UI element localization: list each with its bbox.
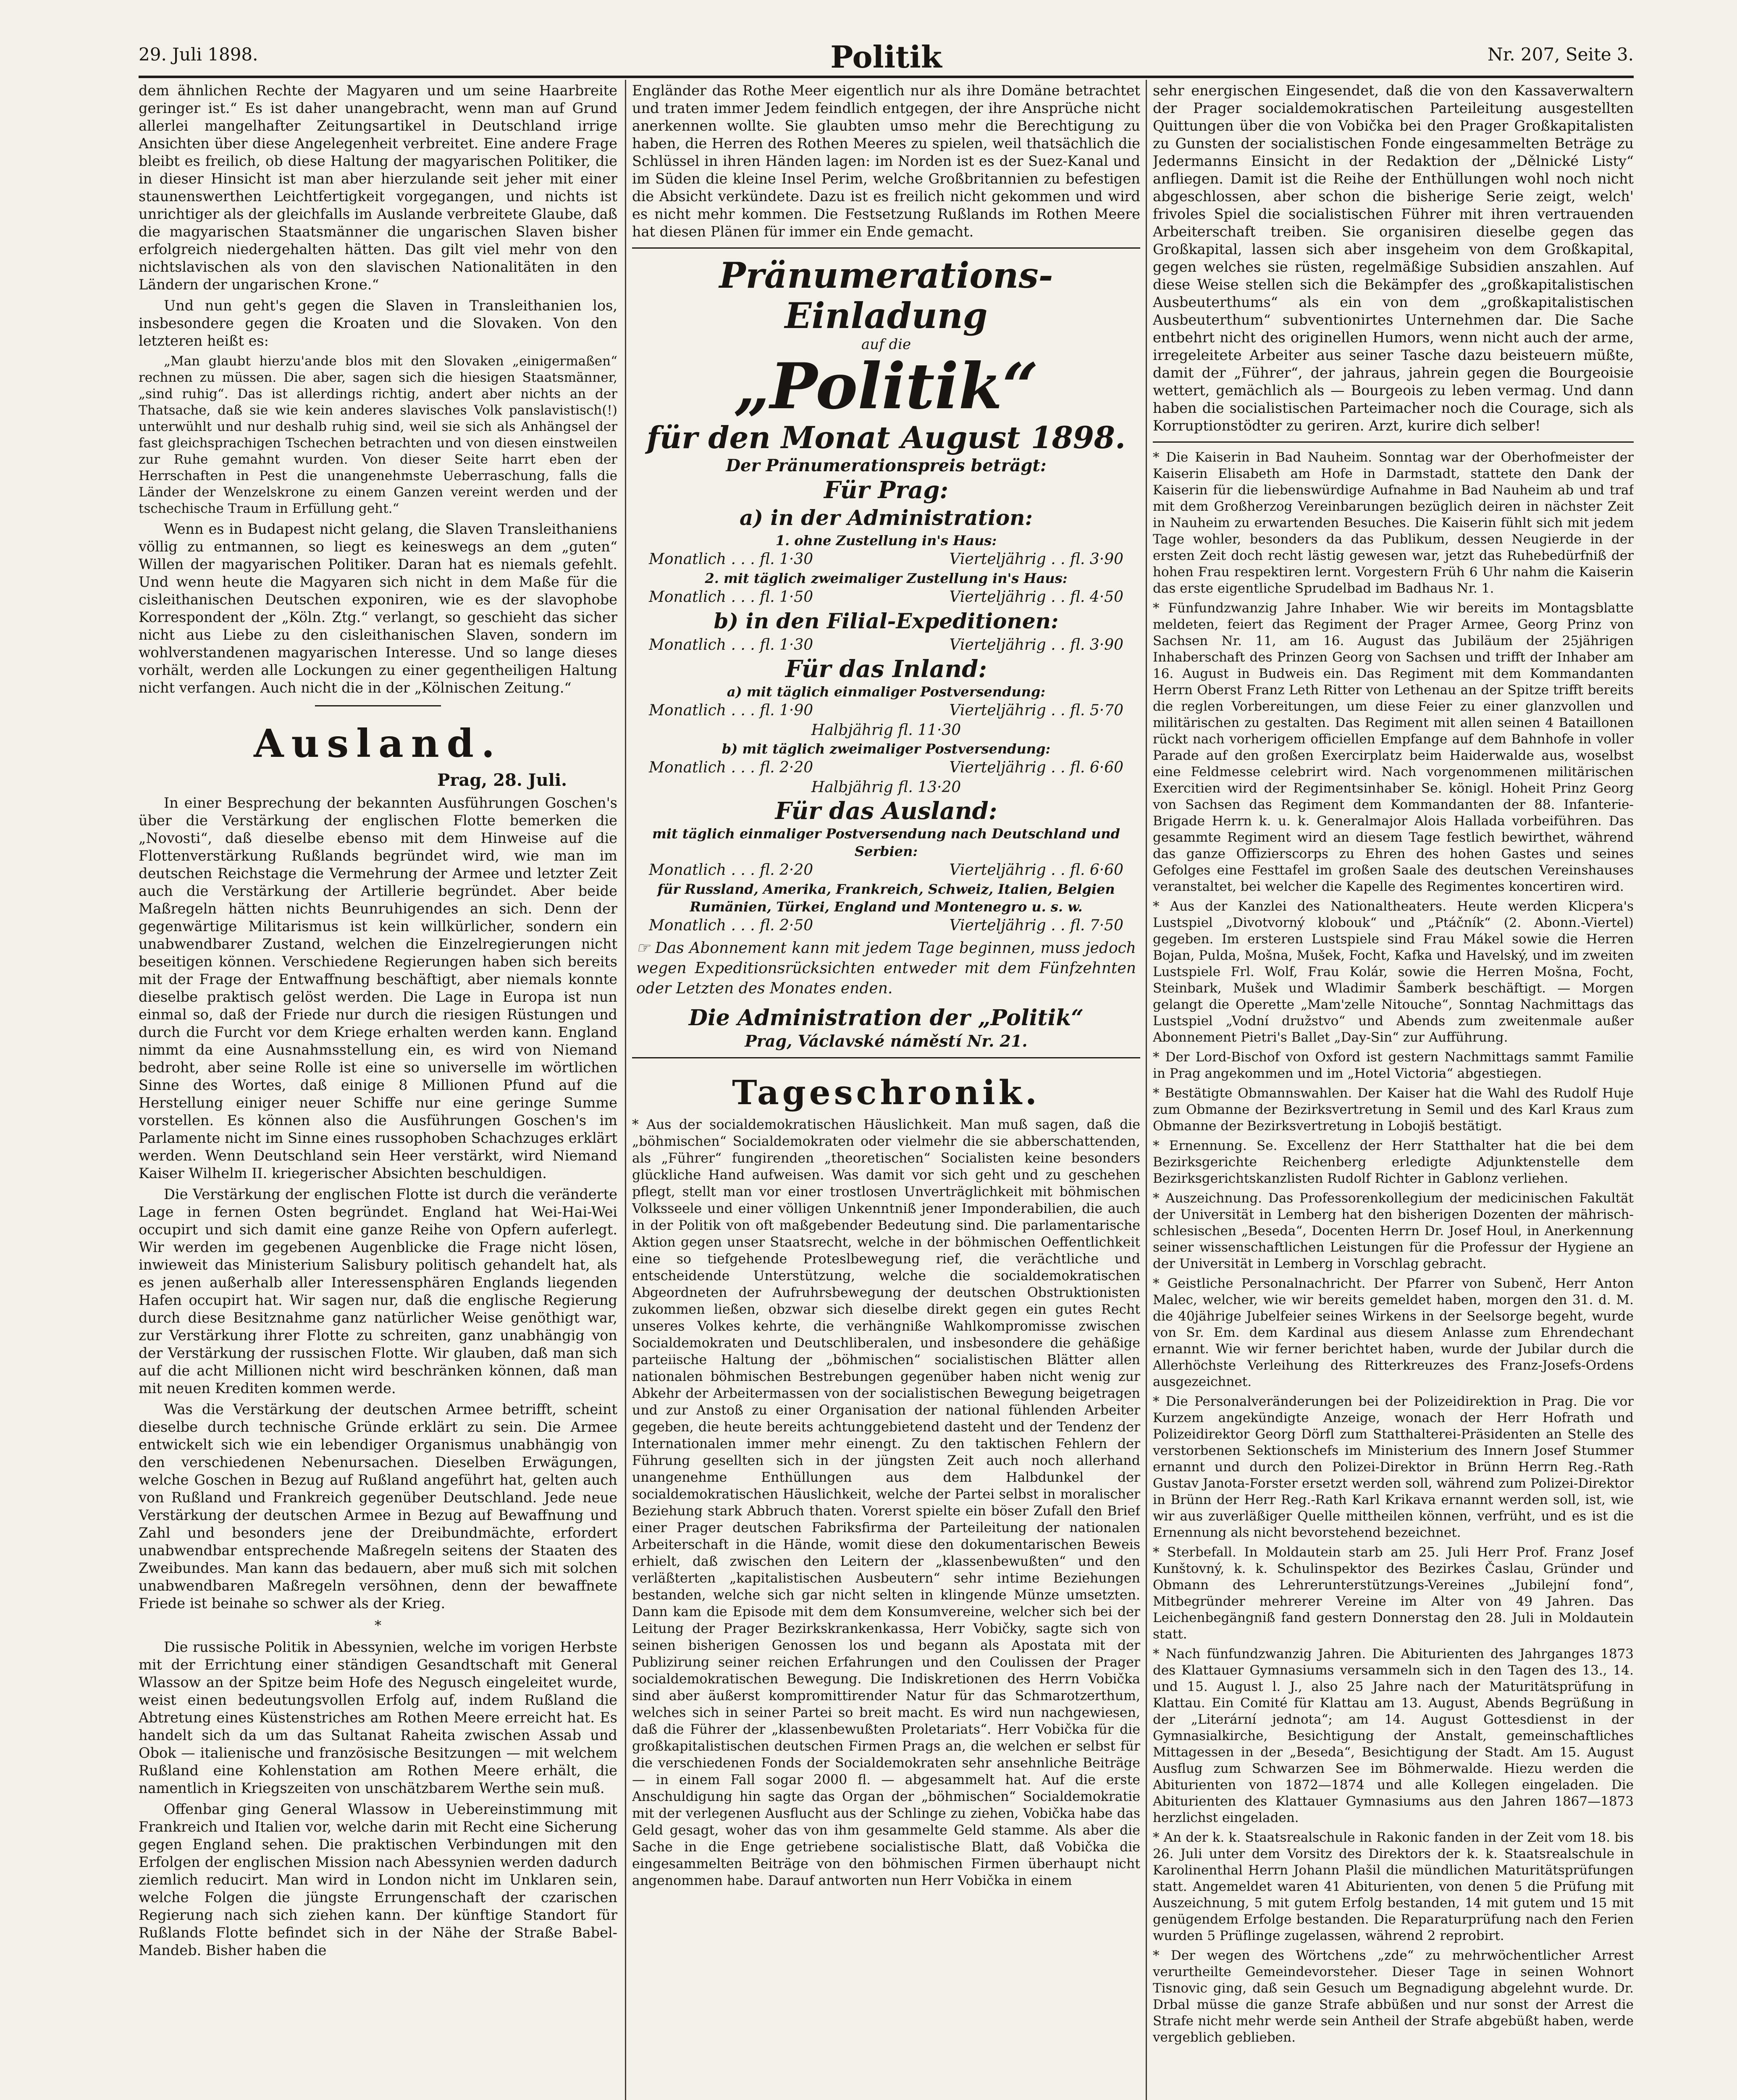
news-item: * Die Personalveränderungen bei der Polizeidirektion in Prag. Die vor Kurzem angekündigte Anzeige, wonach der Herr Hofrath und Polizeidirektor Georg Dörfl zum Statthalterei-Präsidenten an Stelle des verstorbenen Sektionschefs im Ministerium des Innern Josef Stummer ernannt und durch den Polizei-Direktor in Brünn Herrn Reg.-Rath Gustav Janota-Forster ersetzt werden soll, während zum Polizei-Direktor in Brünn der Herr Reg.-Rath Karl Krikava ernannt werden soll, ist, wie wir aus zuverläßiger Quelle mittheilen können, verfrüht, und es ist die Ernennung als nicht bevorstehend bezeichnet. [1153, 1394, 1634, 1540]
price-heading-administration: a) in der Administration: [740, 505, 1033, 530]
column-3 [1153, 82, 1634, 2100]
subscription-note: ☞ Das Abonnement kann mit jedem Tage beginnen, muss jedoch wegen Expeditionsrücksichten entweder mit dem Fünfzehnten oder Letzten des Monates enden. [636, 940, 1136, 997]
price-row [632, 916, 1140, 936]
price-monthly: Monatlich . . . fl. 1·30 [649, 551, 813, 568]
news-item: * Auszeichnung. Das Professorenkollegium der medicinischen Fakultät der Universität in Lemberg hat den bisherigen Dozenten der mährisch-schlesischen „Beseda“, Docenten Herrn Dr. Josef Houl, in Anerkennung seiner wissenschaftlichen Leistungen für die Professur der Hygiene an der Universität in Lemberg in Vorschlag gebracht. [1153, 1191, 1634, 1271]
article-paragraph: Und nun geht's gegen die Slaven in Transleithanien los, insbesondere gegen die Kroaten und die Slovaken. Von den letzteren heißt es: [139, 297, 617, 349]
administration-signature: Die Administration der „Politik“ [688, 1005, 1084, 1031]
price-monthly: Monatlich . . . fl. 1·30 [649, 636, 813, 654]
subscription-month: für den Monat August 1898. [646, 420, 1126, 455]
news-item: * Bestätigte Obmannswahlen. Der Kaiser hat die Wahl des Rudolf Huje zum Obmanne der Bezirksvertretung in Semil und des Karl Kraus zum Obmanne der Bezirksvertretung in Lobojiš bestätigt. [1153, 1086, 1634, 1134]
column-1 [139, 82, 617, 2100]
subscription-auf: auf die [861, 336, 911, 353]
price-row [632, 758, 1140, 778]
price-halfyear: Halbjährig fl. 13·20 [811, 779, 961, 796]
section-heading-ausland: Ausland. [254, 721, 502, 766]
article-paragraph: sehr energischen Eingesendet, daß die von den Kassaverwaltern der Prager socialdemokratischen Parteileitung ausgestellten Quittungen über die von Vobička bei den Prager Großkapitalisten zu Gunsten der socialistischen Fonde eingesammelten Beträge zu Jedermanns Einsicht in der Redaktion der „Dělnické Listy“ anfliegen. Damit ist die Reihe der Enthüllungen wohl noch nicht abgeschlossen, aber schon die bisherige Serie zeigt, welch' frivoles Spiel die socialistischen Führer mit ihren vertrauenden Arbeiterschaft treiben. Sie organisiren dieselbe gegen das Großkapital, lassen sich aber insgeheim von dem Großkapital, gegen welches sie rüsten, regelmäßige Subsidien anszahlen. Auf diese Weise stellen sich die Bekämpfer des „großkapitalistischen Ausbeuterthums“ als ein von dem „großkapitalistischen Ausbeuterthum“ subventionirtes Unternehmen dar. Die Sache entbehrt nicht des originellen Humors, wenn nicht auch der arme, irregeleitete Arbeiter aus seiner Tasche dazu beisteuern müßte, damit der „Führer“, der jahraus, jahrein gegen die Bourgeoisie wettert, gemächlich als — Bourgeois zu leben vermag. Und dann haben die socialistischen Parteimacher noch die Courage, sich als Korruptionstödter zu geriren. Arzt, kurire dich selber! [1153, 82, 1634, 434]
news-item: * Sterbefall. In Moldautein starb am 25. Juli Herr Prof. Franz Josef Kunštovný, k. k. Schulinspektor des Bezirkes Časlau, Gründer und Obmann des Lehrerunterstützungs-Vereines „Jubilejní fond“, Mitbegründer mehrerer Vereine im Alter von 49 Jahren. Das Leichenbegängniß fand gestern Donnerstag den 28. Juli in Moldautein statt. [1153, 1545, 1634, 1642]
news-item: * Fünfundzwanzig Jahre Inhaber. Wie wir bereits im Montagsblatte meldeten, feiert das Regiment der Prager Armee, Georg Prinz von Sachsen Nr. 11, am 16. August das Jubiläum der 25jährigen Inhaberschaft des Prinzen Georg von Sachsen und trifft der Inhaber am 16. August in Budweis ein. Das Regiment mit dem Kommandanten Herrn Oberst Franz Leth Ritter von Lethenau an der Spitze trifft bereits die reglen Vorbereitungen, um diese Feier zu einer glanzvollen und militärischen zu gestalten. Das Regiment mit allen seinen 4 Bataillonen rückt nach vorherigem officiellen Empfange auf dem Bahnhofe in voller Parade auf den großen Exercirplatz beim Haiderwalde aus, woselbst eine Feldmesse celebrirt wird. Nach vorgenommenen militärischen Exercitien wird der Regimentsinhaber Se. königl. Hoheit Prinz Georg von Sachsen das Regiment dem Kommandanten der 88. Infanterie-Brigade Herrn k. u. k. Generalmajor Alois Hallada vorbeiführen. Das gesammte Regiment wird an diesem Tage festlich bewirthet, während das ganze Offizierscorps zu Ehren des hohen Gastes und seines Gefolges eine Festtafel im großen Saale des deutschen Vereinshauses veranstaltet, bei welcher die Kapelle des Regimentes koncertiren wird. [1153, 601, 1634, 894]
price-option: a) mit täglich einmaliger Postversendung: [727, 684, 1046, 700]
column-divider [625, 80, 626, 2100]
subscription-title: Pränumerations-Einladung [719, 255, 1053, 336]
price-intro: Der Pränumerationspreis beträgt: [726, 456, 1047, 475]
news-item: * Geistliche Personalnachricht. Der Pfarrer von Subenč, Herr Anton Malec, welcher, wie wir bereits gemeldet haben, morgen den 31. d. M. die 40jährige Jubelfeier seines Wirkens in der Seelsorge begeht, wurde von Sr. Em. dem Kardinal aus diesem Anlasse zum Ehrendechant ernannt. Wie wir ferner berichtet haben, wurde der Jubilar durch die Allerhöchste Verleihung des Ritterkreuzes des Franz-Josefs-Ordens ausgezeichnet. [1153, 1276, 1634, 1389]
price-countries: für Russland, Amerika, Frankreich, Schweiz, Italien, Belgien Rumänien, Türkei, England und Montenegro u. s. w. [657, 881, 1115, 915]
price-quarterly: Vierteljährig . . fl. 7·50 [949, 917, 1123, 934]
price-heading-prag: Für Prag: [824, 476, 949, 504]
section-separator: * [375, 1617, 381, 1633]
article-paragraph: dem ähnlichen Rechte der Magyaren und um seine Haarbreite geringer ist.“ Es ist daher unangebracht, wenn man auf Grund allerlei mangelhafter Zeitungsartikel in Deutschland irrige Ansichten über diese Angelegenheit verbreitet. Eine andere Frage bleibt es freilich, ob diese Haltung der magyarischen Politiker, die in dieser Hinsicht ist man aber hierzulande seit jeher mit einer staunenswerthen Leichtfertigkeit vorgegangen, und nichts ist unrichtiger als der gleichfalls im Auslande verbreitete Glaube, daß die magyarischen Staatsmänner die ungarischen Slaven bisher erfolgreich niedergehalten hätten. Das gilt viel mehr von den nichtslavischen als von den slavischen Nationalitäten in den Ländern der ungarischen Krone.“ [139, 82, 617, 293]
price-row [632, 549, 1140, 570]
quoted-paragraph: „Man glaubt hierzu'ande blos mit den Slovaken „einigermaßen“ rechnen zu müssen. Die aber, sagen sich die hiesigen Staatsmänner, „sind ruhig“. Das ist allerdings richtig, andert aber nichts an der Thatsache, daß sie wie kein anderes slavisches Volk panslavistisch(!) unterwühlt und nur deshalb ruhig sind, weil sie sich als Anhängsel der fast gleichsprachigen Tschechen betrachten und von diesen einstweilen zur Ruhe gemahnt wurden. Von dieser Seite harrt eben der Herrschaften in Pest die unangenehmste Ueberraschung, falls die Länder der Wenzelskrone zu einem Ganzen vereint werden und der tschechische Traum in Erfüllung geht.“ [139, 354, 617, 516]
newspaper-title: Politik [830, 39, 942, 75]
article-paragraph: Was die Verstärkung der deutschen Armee betrifft, scheint dieselbe durch technische Gründe erklärt zu sein. Die Armee entwickelt sich wie ein lebendiger Organismus unabhängig von den verschiedenen Nebenursachen. Dieselben Erwägungen, welche Goschen in Bezug auf Rußland angeführt hat, gelten auch von Rußland und Frankreich gegenüber Deutschland. Jede neue Verstärkung der deutschen Armee in Bezug auf Bewaffnung und Zahl und besonders jene der Dreibundmächte, erfordert unabwendbar entsprechende Maßregeln seitens der Staaten des Zweibundes. Man kann das bedauern, aber muß sich mit solchen unabwendbaren Maßregeln versöhnen, denn der bewaffnete Friede ist beinahe so schwer als der Krieg. [139, 1401, 617, 1612]
section-rule [1153, 441, 1634, 443]
price-row [632, 587, 1140, 607]
price-halfyear: Halbjährig fl. 11·30 [811, 722, 961, 739]
price-option: mit täglich einmaliger Postversendung nach Deutschland und Serbien: [652, 826, 1120, 859]
price-row [632, 635, 1140, 655]
price-option: 1. ohne Zustellung in's Haus: [775, 533, 997, 549]
news-item: * Ernennung. Se. Excellenz der Herr Statthalter hat die bei dem Bezirksgerichte Reichenberg erledigte Adjunktenstelle dem Bezirksgerichtskanzlisten Rudolf Richter in Gablonz verliehen. [1153, 1138, 1634, 1186]
price-monthly: Monatlich . . . fl. 2·50 [649, 917, 813, 934]
article-paragraph: Die Verstärkung der englischen Flotte ist durch die veränderte Lage in fernen Osten begründet. England hat Wei-Hai-Wei occupirt und sich damit eine ganze Reihe von Opfern auferlegt. Wir werden im gegebenen Augenblicke die Frage nicht lösen, inwieweit das Ministerium Salisbury politisch gehandelt hat, als es jenen außerhalb aller Interessensphären Englands liegenden Hafen occupirt hat. Wir sagen nur, daß die englische Regierung durch diese Besitznahme ganz natürlicher Weise genöthigt war, zur Verstärkung ihrer Flotte zu schreiten, ganz unabhängig von der Verstärkung der russischen Flotte. Wir glauben, daß man sich auf die acht Millionen nicht wird beschränken können, daß man mit neuen Krediten kommen werde. [139, 1186, 617, 1396]
price-quarterly: Vierteljährig . . fl. 5·70 [949, 702, 1123, 719]
dateline: Prag, 28. Juli. [437, 770, 567, 790]
section-rule [315, 705, 441, 706]
price-monthly: Monatlich . . . fl. 2·20 [649, 861, 813, 879]
price-quarterly: Vierteljährig . . fl. 4·50 [949, 588, 1123, 606]
article-paragraph: Engländer das Rothe Meer eigentlich nur als ihre Domäne betrachtet und traten immer Jedem feindlich entgegen, der ihre Ansprüche nicht anerkennen wollte. Sie glaubten umso mehr die Berechtigung zu haben, die Herren des Rothen Meeres zu spielen, weil thatsächlich die Schlüssel in ihren Händen lagen: im Norden ist es der Suez-Kanal und im Süden die kleine Insel Perim, welche Großbritannien zu befestigen die Absicht verkündete. Dazu ist es freilich nicht gekommen und wird es nicht mehr kommen. Die Festsetzung Rußlands im Rothen Meere hat diesen Plänen für immer ein Ende gemacht. [632, 82, 1140, 240]
price-row [632, 701, 1140, 721]
news-item: * Der wegen des Wörtchens „zde“ zu mehrwöchentlicher Arrest verurtheilte Gemeindevorsteher. Dieser Tage in seinen Wohnort Tisnovic ging, daß sein Gesuch um Begnadigung abgelehnt wurde. Dr. Drbal müsse die ganze Strafe abbüßen und nur sonst der Arrest die Strafe nicht mehr werde sein Antheil der Strafe abgebüßt haben, werde vergeblich geblieben. [1153, 1948, 1634, 2045]
price-heading-ausland: Für das Ausland: [775, 797, 997, 825]
price-quarterly: Vierteljährig . . fl. 6·60 [949, 861, 1123, 879]
section-rule [632, 247, 1140, 249]
masthead-rule [139, 76, 1634, 78]
news-item: * Aus der Kanzlei des Nationaltheaters. Heute werden Klicpera's Lustspiel „Divotvorný klobouk“ und „Ptáčník“ (2. Abonn.-Viertel) gegeben. Im ersteren Lustspiele sind Frau Mákel sowie die Herren Bojan, Pulda, Mošna, Mušek, Focht, Kafka und Havelský, und im zweiten Lustspiele Frl. Wolf, Frau Kolár, sowie die Herren Mošna, Focht, Steinbark, Mušek und Wladimir Šamberk beschäftigt. — Morgen gelangt die Operette „Mam'zelle Nitouche“, Sonntag Nachmittags das Lustspiel „Vodní družstvo“ und Abends zum zweitenmale außer Abonnement Pietri's Ballet „Day-Sin“ zur Aufführung. [1153, 899, 1634, 1045]
article-paragraph: Die russische Politik in Abessynien, welche im vorigen Herbste mit der Errichtung einer ständigen Gesandtschaft mit General Wlassow an der Spitze beim Hofe des Negusch eingeleitet wurde, weist einen bedeutungsvollen Erfolg auf, indem Rußland die Abtretung eines Küstenstriches am Rothen Meere erreicht hat. Es handelt sich da um das Sultanat Raheita zwischen Assab und Obok — italienische und französische Besitzungen — mit welchem Rußland eine Kohlenstation am Rothen Meere erhält, die namentlich in Kriegszeiten von unschätzbarem Werthe sein muß. [139, 1639, 617, 1796]
column-divider [1146, 80, 1147, 2100]
price-quarterly: Vierteljährig . . fl. 3·90 [949, 551, 1123, 568]
price-monthly: Monatlich . . . fl. 1·90 [649, 702, 813, 719]
section-rule [632, 1057, 1140, 1058]
price-option: b) mit täglich zweimaliger Postversendung: [722, 741, 1051, 757]
column-2 [632, 82, 1140, 2100]
article-paragraph: Offenbar ging General Wlassow in Uebereinstimmung mit Frankreich und Italien vor, welche darin mit Recht eine Sicherung gegen England sehen. Die praktischen Verbindungen mit den Erfolgen der englischen Mission nach Abessynien werden dadurch ziemlich reducirt. Man wird in London nicht im Unklaren sein, welche Folgen die jüngste Errungenschaft der czarischen Regierung nach sich ziehen kann. Der künftige Standort für Rußlands Flotte befindet sich in der Nähe der Straße Babel-Mandeb. Bisher haben die [139, 1801, 617, 1958]
price-monthly: Monatlich . . . fl. 1·50 [649, 588, 813, 606]
masthead [139, 39, 1634, 78]
price-monthly: Monatlich . . . fl. 2·20 [649, 759, 813, 776]
price-option: 2. mit täglich zweimaliger Zustellung in's Haus: [705, 570, 1068, 586]
section-heading-tageschronik: Tageschronik. [732, 1073, 1040, 1112]
price-quarterly: Vierteljährig . . fl. 6·60 [949, 759, 1123, 776]
news-item: * An der k. k. Staatsrealschule in Rakonic fanden in der Zeit vom 18. bis 26. Juli unter dem Vorsitz des Direktors der k. k. Staatsrealschule in Karolinenthal Herrn Johann Plašil die mündlichen Maturitätsprüfungen statt. Angemeldet waren 41 Abiturienten, von denen 5 die Prüfung mit Auszeichnung, 5 mit gutem Erfolg bestanden, 14 mit gutem und 15 mit genügendem Erfolge bestanden. Die Reparaturprüfung nach den Ferien wurden 5 Prüflinge zugelassen, während 2 reprobirt. [1153, 1830, 1634, 1943]
article-paragraph: * Aus der socialdemokratischen Häuslichkeit. Man muß sagen, daß die „böhmischen“ Socialdemokraten oder vielmehr die sie abberschattenden, als „Führer“ fungirenden „theoretischen“ Socialisten keine besonders glückliche Hand aufweisen. Was damit vor sich geht und zu geschehen pflegt, stellt man vor einer trostlosen Unverträglichkeit mit böhmischen Volksseele und einer völligen Unkenntniß jener Imponderabilien, die auch in der Politik von oft maßgebender Bedeutung sind. Die parlamentarische Aktion gegen unser Staatsrecht, welche in der böhmischen Oeffentlichkeit eine so tiefgehende Proteslbewegung rief, die verächtliche und entscheidende Unterstützung, welche die socialdemokratischen Abgeordneten der Aufruhrsbewegung der deutschen Obstruktionisten zukommen ließen, obzwar sich dieselbe direkt gegen ein gutes Recht unseres Volkes kehrte, die verhängniße Wahlkompromisse zwischen Socialdemokraten und Deutschliberalen, und insbesondere die gehäßige parteiische Haltung der „böhmischen“ socialistischen Blätter allen nationalen böhmischen Bestrebungen gegenüber haben nicht wenig zur Abkehr der Arbeitermassen von der socialistischen Bewegung beigetragen und zur Anstoß zu einer Organisation der national fühlenden Arbeiter gegeben, die heute bereits achtunggebietend dasteht und der Tendenz der Internationalen immer mehr einengt. Zu den taktischen Fehlern der Führung gesellten sich in der jüngsten Zeit auch noch allerhand unangenehme Enthüllungen aus dem Halbdunkel der socialdemokratischen Häuslichkeit, welche der Partei selbst in moralischer Beziehung stark Abbruch thaten. Vorerst spielte ein böser Zufall den Brief einer Prager deutschen Fabriksfirma der Parteileitung der nationalen Arbeiterschaft in die Hände, womit diese den dokumentarischen Beweis erhielt, daß zwischen den Leitern der „klassenbewußten“ und den verläßterten „kapitalistischen Ausbeutern“ sehr intime Beziehungen bestanden, welche sich gar nicht selten in klingende Münze umsetzten. Dann kam die Episode mit dem dem Konsumvereine, welcher sich bei der Leitung der Prager Bezirkskrankenkassa, Herr Vobičky, sagte sich von seinen bisherigen Genossen los und begann als Apostata mit der Publizirung seiner reichen Erfahrungen und den Coulissen der Prager socialdemokratischen Bewegung. Die Indiskretionen des Herrn Vobička sind aber äußerst kompromittirender Natur für das Schmarotzerthum, welches sich in seiner Partei so breit macht. Es wird nun nachgewiesen, daß die Führer der „klassenbewußten Proletariats“. Herr Vobička für die großkapitalistischen deutschen Firmen Prags an, die welchen er selbst für die verschiedenen Fonds der Socialdemokraten sehr ansehnliche Beiträge — in einem Fall sogar 2000 fl. — abgesammelt hat. Auf die erste Anschuldigung hin sagte das Organ der „böhmischen“ Socialdemokratie mit der verlegenen Ausflucht aus der Schlinge zu ziehen, Vobička habe das Geld gesagt, woher das von ihm gesammelte Geld stamme. Als aber die Sache in die Enge getriebene socialistische Blatt, daß Vobička die eingesammelten Beiträge von den böhmischen Firmen überhaupt nicht angenommen habe. Darauf antworten nun Herr Vobička in einem [632, 1117, 1140, 1888]
price-quarterly: Vierteljährig . . fl. 3·90 [949, 636, 1123, 654]
article-paragraph: In einer Besprechung der bekannten Ausführungen Goschen's über die Verstärkung der englischen Flotte bemerken die „Novosti“, daß dieselbe ebenso mit dem Hinweise auf die Flottenverstärkung Rußlands begründet wird, wie man im deutschen Reichstage die Vermehrung der Armee und letzter Zeit auch die Verstärkung der Artillerie begründet. Aber beide Maßregeln hätten nichts Beunruhigendes an sich. Denn der gegenwärtige Militarismus ist kein willkürlicher, sondern ein unabwendbarer Zustand, welchen die Einzelregierungen nicht beseitigen können. Verschiedene Regierungen haben sich bereits mit der Frage der Entwaffnung beschäftigt, aber niemals konnte dieselbe praktisch gelöst werden. Die Lage in Europa ist nun einmal so, daß der Friede nur durch die riesigen Rüstungen und durch die Furcht vor dem Kriege erhalten werden kann. England nimmt da eine Ausnahmsstellung ein, es wird von Niemand bedroht, aber seine Rolle ist eine so universelle im wörtlichen Sinne des Wortes, daß einige 8 Millionen Pfund auf die Herstellung einiger neuer Schiffe nur eine geringe Summe vorstellen. Es können also die Ausführungen Goschen's im Parlamente nicht im Sinne eines russophoben Schachzuges erklärt werden. Wenn Deutschland sein Heer verstärkt, wird Niemand Kaiser Wilhelm II. kriegerischer Absichten beschuldigen. [139, 795, 617, 1181]
news-item: * Der Lord-Bischof von Oxford ist gestern Nachmittags sammt Familie in Prag angekommen und im „Hotel Victoria“ abgestiegen. [1153, 1050, 1634, 1081]
news-item: * Die Kaiserin in Bad Nauheim. Sonntag war der Oberhofmeister der Kaiserin Elisabeth am Hofe in Darmstadt, stattete den Dank der Kaiserin für die liebenswürdige Aufnahme in Bad Nauheim ab und traf mit dem Großherzog Vereinbarungen bezüglich deiren in nächster Zeit in Nauheim zu erwartenden Besuches. Die Kaiserin fühlt sich mit jedem Tage wohler, besonders da das Publikum, dessen Neugierde in der ersten Zeit doch recht lästig gewesen war, jetzt das Ruhebedürfniß der hohen Frau respektiren lernt. Vorgestern Früh 6 Uhr nahm die Kaiserin das erste eigentliche Sprudelbad im Badhaus Nr. 1. [1153, 450, 1634, 596]
administration-address: Prag, Václavské náměstí Nr. 21. [745, 1032, 1028, 1050]
price-row [632, 860, 1140, 880]
article-paragraph: Wenn es in Budapest nicht gelang, die Slaven Transleithaniens völlig zu entmannen, so liegt es keineswegs an dem „guten“ Willen der magyarischen Politiker. Daran hat es niemals gefehlt. Und wenn heute die Magyaren sich nicht in dem Maße für die cisleithanischen Deutschen exponiren, wie es der slavophobe Korrespondent der „Köln. Ztg.“ verlangt, so geschieht das sicher nicht aus Liebe zu den cisleithanischen Slaven, sondern im wohlverstandenen magyarischen Interesse. Und so lange dieses vorhält, werden alle Lockungen zu einer gegentheiligen Haltung nicht verfangen. Auch nicht die in der „Kölnischen Zeitung.“ [139, 521, 617, 696]
issue-date: 29. Juli 1898. [139, 44, 258, 65]
price-heading-filial: b) in den Filial-Expeditionen: [714, 609, 1059, 633]
price-heading-inland: Für das Inland: [785, 655, 987, 683]
subscription-notice [632, 255, 1140, 1050]
subscription-newspaper-name: „Politik“ [734, 349, 1039, 423]
issue-number: Nr. 207, Seite 3. [1488, 44, 1634, 65]
news-item: * Nach fünfundzwanzig Jahren. Die Abiturienten des Jahrganges 1873 des Klattauer Gymnasiums versammeln sich in den Tagen des 13., 14. und 15. August l. J., also 25 Jahre nach der Maturitätsprüfung in Klattau. Ein Comité für Klattau am 13. August, Abends Begrüßung in der „Literární jednota“; am 14. August Gottesdienst in der Gymnasialkirche, Besichtigung der Anstalt, gemeinschaftliches Mittagessen in der „Beseda“, Besichtigung der Stadt. Am 15. August Ausflug zum Schwarzen See im Böhmerwalde. Hiezu werden die Abiturienten von 1872—1874 und alle Kollegen eingeladen. Die Abiturienten des Klattauer Gymnasiums aus den Jahren 1867—1873 herzlichst eingeladen. [1153, 1646, 1634, 1825]
